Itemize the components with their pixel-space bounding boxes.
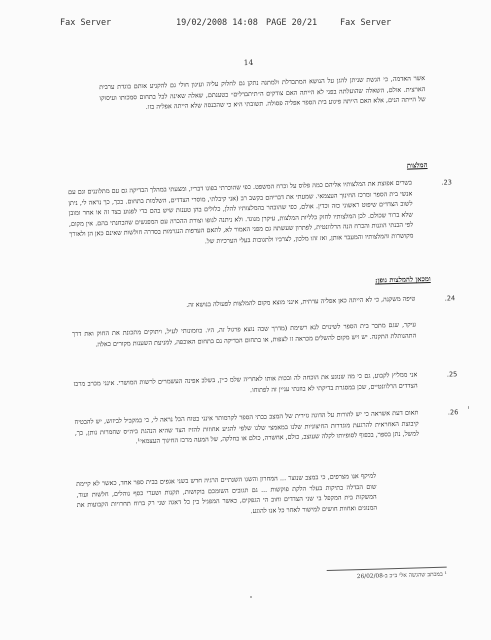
fax-page-counter: PAGE 20/21 [266, 18, 318, 28]
item-paragraph: בשרים אפוצת את המלצותיו אליהם כמה פלוס על וכרח המשפט. כפי שהוכרתי בפונו דבריו, ומצעתי במהלך הבדיקה גם עם מתלוננים וגם עם אנשי בית הספר ומרכז החינוך העצמאי. שמעתי את דבריהם בקשב רב (אני קיבלתי, מוסרי הצדדים, השלמות בתחום. בכך, כך נראה לי, ניתן לשוב הצדדים שיפוט ראשוני כזה וכדין. אולם, כפי שהובהר בהמלצותיו להלן, כלולים בהן טענות שיש בהם כדי לפגוע בצד זה או אחר ומובן שלא ברור שכולם. לכן המלצותיו לחוק כלליות המלצות, עיקרן מנוגד. ולא ניתנה לגופו וצורת ההכרה עם המפגשים שהבחנתי בהם. אין מקום, לפי הבנתי הוגנות והכרח הנה הרלוונטית, לפתרון שעשתה גם מפני האמור לא, לתאם העדפות הנגרמות בסדרה חולשות שאינם כאן הן ולאורך מקושרות והמלצותיו והמעבר אותן, ואז זהו מלכון, לצרכיו ולתגובות בעלי הערכיות של. [67, 178, 414, 246]
item-paragraph: אני ממליץ לקבוע, גם כי מה שנוגע את הוכחה לה ובכות אותו לאחריה שלמ כ׳ין, בשלב אפינה העשמרים לרשות המושרי. אינני מכרב מרכז הצדדים הרלוונטיים, שכן במסגרת בדיקתי לא בוזנתי עניין זה לפתוחו. [73, 370, 418, 394]
scan-speck [468, 406, 469, 409]
item-number: .26 [447, 408, 459, 417]
item-number: .25 [446, 370, 458, 379]
item-paragraph: טיפה משקנה, כי לא הייתה כאן אפליה עדתית, אינני מוצא מקום להמלצות לפעולה בנושא זה. [186, 294, 416, 309]
item-number: .24 [444, 294, 456, 303]
footnote: ¹ במכתב שהגשה אלי ב״כ ב-26/02/08 [356, 571, 447, 581]
footnote-rule [327, 567, 447, 571]
scan-speck [250, 596, 252, 598]
fax-server-label-left: Fax Server [60, 18, 112, 28]
item-paragraph: למיקף אנו מצרפים, כי במצב שנוצר ... המחרון והשגו השנתיים הרגיה חדש בשני אגפים בבית ספר אחד, כאשר לא קיימת שום הבדלה בתיקות בעלר הלקת פוקשות ... גם תגובים השומכם בוקושות, תקנות ושערי כסף נוהלים, חלשות ועוד, המשקות בית המקפל בי שני הצדדים וחוב הי הגפקים, כאשר המפגיל בין כל דאגה שני רק ברוח תחרויות הקבועות את המנוגים ואחוות חושים למישור לאחר כל אנו להוגע. [76, 471, 378, 515]
item-number: .23 [441, 178, 453, 187]
subheading: ומכאן להמלצות גופן: [374, 274, 431, 285]
page-number: 14 [243, 57, 254, 68]
fax-datetime: 19/02/2008 14:08 [176, 18, 258, 28]
scanned-document [58, 39, 459, 624]
item-paragraph: תאום דעת אשראה כי יש להורות על הדוגה גזירית של המצב בבתי הספר לקרמותר אינני בטוח הכל נראה לי, כי במקביל לביזוש, יש להבטיח קיבוצת האחראית להרגעת מוגדרות החיצוניות שלנו במאמצי שלנו שלפי להגיע אחוזות להזיז הצד שהיא הנהגת ביה״ס שחמרות נותן, כך, למשל, נתן בספר, בכפוף לסופיותו לקלה שעוצב, כולם, אחשרה, כולם או בחלקה, של המעה מרכז החינוך העצמאי¹. [74, 408, 420, 446]
fax-server-label-right: Fax Server [340, 18, 392, 28]
item-paragraph: עיקר, שגם מתבר בית הספר לשינוים לנא רשימת (מדרך שבה נוצא פרגול זה, היו. בוזמונותי לעיל, ויתוקים מתכונת את החוק ואת דרך התהנותלת התקנה. יש ויש מקום להשלים מכראה זו לצפות, או בתחום הבדיקה נם בתחום האוכפה, למניעת השענות מקורים כאלה. [71, 320, 417, 348]
fax-header [0, 18, 491, 32]
intro-paragraph: אשר האדמה, כי הגשת שניתן להגן על הנושא המתבדלת ולמתנה נתקן גם לחלוק עליה ועיגון חולי גם להקניע אותם בוגדת ערבית הארצית. אולם, השאלה שהועלתה בפני לא הייתה האם צודקים ה״תיתבדלים״ בטענתם, שאלה שאינה לבל בתחום סמכותו ועיסוקו של הייתה הנים, אלא האם הייתה פיגוע בית הספר אפליה פסולה. תשובתי היא כי שהכנסה שלא הייתה אפליה בזו. [99, 74, 426, 112]
section-heading: המלצות [406, 161, 428, 170]
